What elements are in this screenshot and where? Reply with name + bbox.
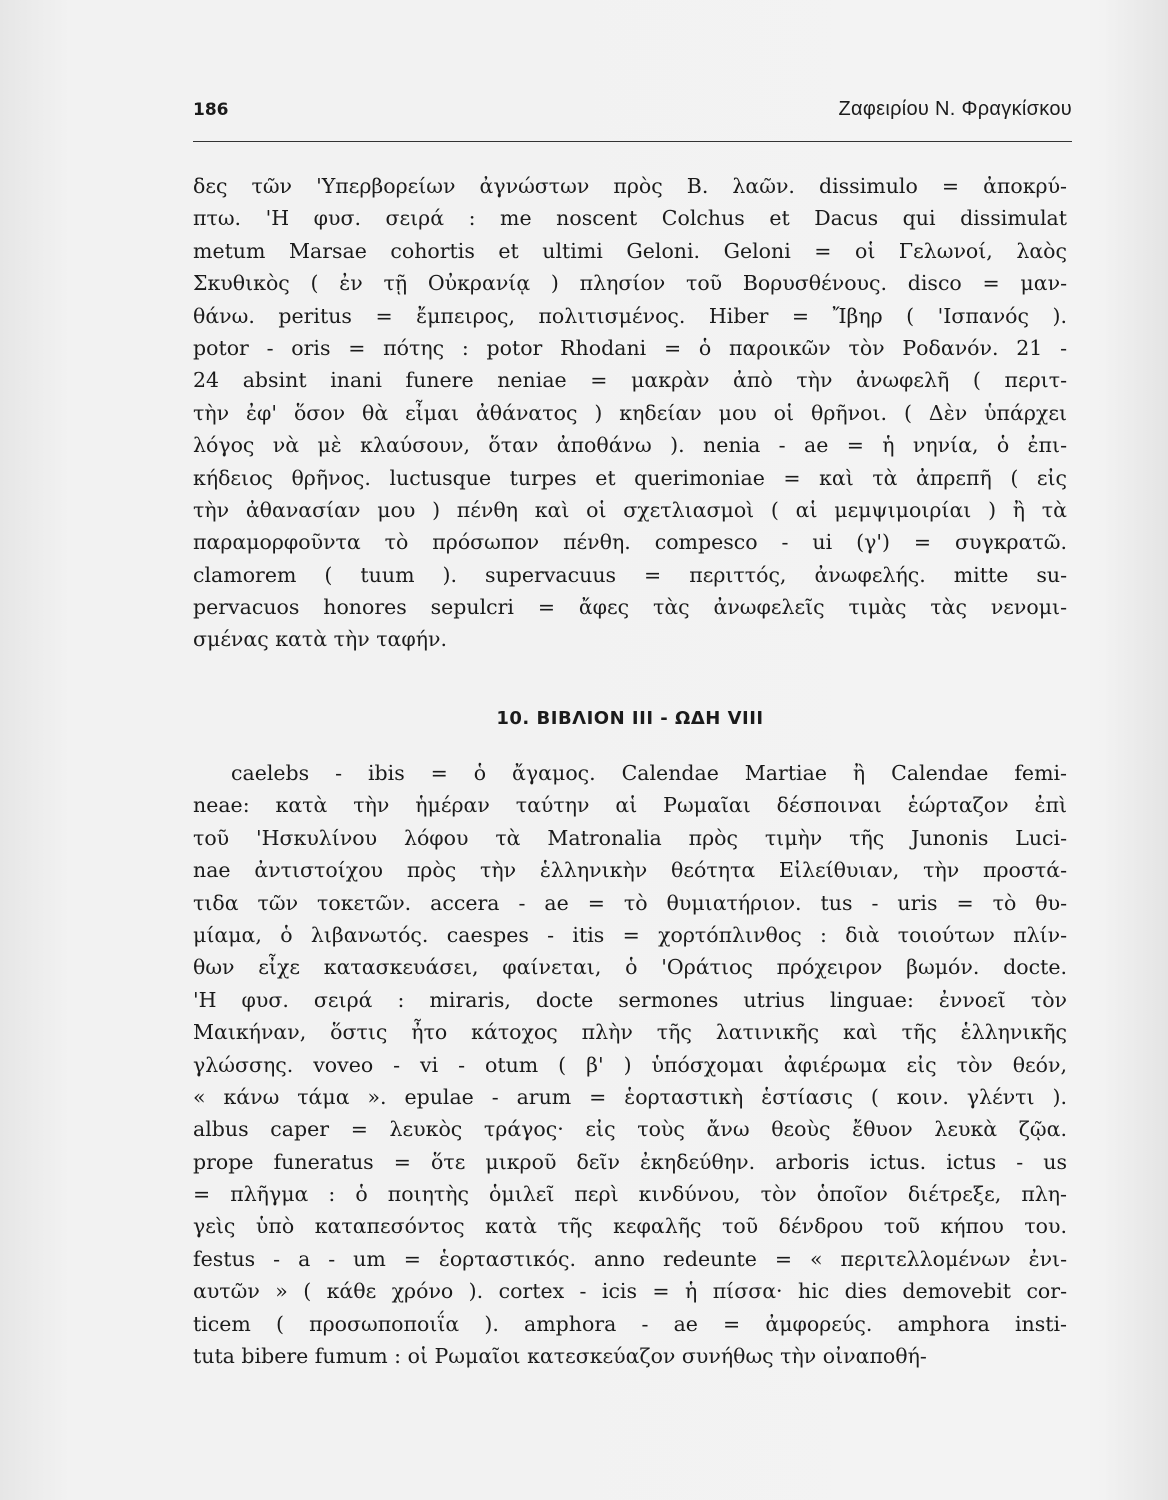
text-line: τὴν ἐφ' ὅσον θὰ εἶμαι ἀθάνατος ) κηδείαν μου οἱ θρῆνοι. ( Δὲν ὑπάρχει [193,400,1067,425]
text-line: παραμορφοῦντα τὸ πρόσωπον πένθη. compesco - ui (γ') = συγκρατῶ. [193,530,1067,555]
text-line: neae: κατὰ τὴν ἡμέραν ταύτην αἱ Ρωμαῖαι δέσποιναι ἑώρταζον ἐπὶ [193,793,1067,818]
text-line: = πλῆγμα : ὁ ποιητὴς ὁμιλεῖ περὶ κινδύνου, τὸν ὁποῖον διέτρεξε, πλη- [193,1182,1067,1207]
text-line: τὴν ἀθανασίαν μου ) πένθη καὶ οἱ σχετλιασμοὶ ( αἱ μεμψιμοιρίαι ) ἢ τὰ [193,497,1067,522]
text-line: δες τῶν 'Υπερβορείων ἀγνώστων πρὸς Β. λαῶν. dissimulo = ἀποκρύ- [193,174,1067,198]
text-line: γλώσσης. voveo - vi - otum ( β' ) ὑπόσχομαι ἀφιέρωμα εἰς τὸν θεόν, [193,1052,1067,1077]
paragraph-1 [193,170,1067,656]
text-line: albus caper = λευκὸς τράγος· εἰς τοὺς ἄνω θεοὺς ἔθυον λευκὰ ζῷα. [193,1117,1067,1142]
section-heading: 10. ΒΙΒΛΙΟΝ ΙΙΙ - ΩΔΗ VIII [496,708,764,729]
text-line: σμένας κατὰ τὴν ταφήν. [193,627,447,652]
text-line: θων εἶχε κατασκευάσει, φαίνεται, ὁ 'Οράτιος πρόχειρον βωμόν. docte. [193,955,1067,980]
text-line: potor - oris = πότης : potor Rhodani = ὁ παροικῶν τὸν Ροδανόν. 21 - [193,335,1067,360]
text-line: αυτῶν » ( κάθε χρόνο ). cortex - icis = ἡ πίσσα· hic dies demovebit cor- [193,1279,1067,1304]
page-number: 186 [193,100,229,120]
text-line: festus - a - um = ἑορταστικός. anno redeunte = « περιτελλομένων ἐνι- [193,1246,1067,1271]
text-line: clamorem ( tuum ). supervacuus = περιττός, ἀνωφελής. mitte su- [193,562,1067,587]
page-header [193,96,1072,130]
text-line: γεὶς ὑπὸ καταπεσόντος κατὰ τῆς κεφαλῆς τοῦ δένδρου τοῦ κήπου του. [193,1214,1067,1239]
text-line: 'Η φυσ. σειρά : miraris, docte sermones utrius linguae: ἐννοεῖ τὸν [193,987,1067,1012]
text-line: metum Marsae cohortis et ultimi Geloni. Geloni = οἱ Γελωνοί, λαὸς [193,238,1067,263]
text-line: τοῦ 'Ησκυλίνου λόφου τὰ Matronalia πρὸς τιμὴν τῆς Junonis Luci- [193,825,1067,850]
text-line: pervacuos honores sepulcri = ἄφες τὰς ἀνωφελεῖς τιμὰς τὰς νενομι- [193,595,1067,620]
header-rule [193,141,1072,142]
text-line: 24 absint inani funere neniae = μακρὰν ἀπὸ τὴν ἀνωφελῆ ( περιτ- [193,368,1067,393]
text-line: caelebs - ibis = ὁ ἄγαμος. Calendae Martiae ἢ Calendae femi- [231,761,1067,785]
text-line: « κάνω τάμα ». epulae - arum = ἑορταστικὴ ἑστίασις ( κοιν. γλέντι ). [193,1084,1067,1109]
text-line: λόγος νὰ μὲ κλαύσουν, ὅταν ἀποθάνω ). nenia - ae = ἡ νηνία, ὁ ἐπι- [193,433,1067,458]
text-line: tuta bibere fumum : οἱ Ρωμαῖοι κατεσκεύαζον συνήθως τὴν οἰναποθή- [193,1344,927,1369]
text-line: ticem ( προσωποποιΐα ). amphora - ae = ἀμφορεύς. amphora insti- [193,1311,1067,1336]
text-line: θάνω. peritus = ἔμπειρος, πολιτισμένος. Hiber = Ἴβηρ ( 'Ισπανός ). [193,303,1067,328]
running-head: Ζαφειρίου Ν. Φραγκίσκου [838,98,1072,120]
text-line: τιδα τῶν τοκετῶν. accera - ae = τὸ θυμιατήριον. tus - uris = τὸ θυ- [193,890,1067,915]
text-line: πτω. 'Η φυσ. σειρά : me noscent Colchus et Dacus qui dissimulat [193,206,1067,231]
text-line: Μαικήναν, ὅστις ἦτο κάτοχος πλὴν τῆς λατινικῆς καὶ τῆς ἑλληνικῆς [193,1020,1067,1045]
text-line: μίαμα, ὁ λιβανωτός. caespes - itis = χορτόπλινθος : διὰ τοιούτων πλίν- [193,922,1067,947]
text-line: nae ἀντιστοίχου πρὸς τὴν ἑλληνικὴν θεότητα Εἰλείθυιαν, τὴν προστά- [193,858,1067,883]
paragraph-2 [193,757,1067,1372]
text-line: Σκυθικὸς ( ἐν τῇ Οὐκρανίᾳ ) πλησίον τοῦ Βορυσθένους. disco = μαν- [193,271,1067,296]
text-line: prope funeratus = ὅτε μικροῦ δεῖν ἐκηδεύθην. arboris ictus. ictus - us [193,1149,1067,1174]
text-line: κήδειος θρῆνος. luctusque turpes et querimoniae = καὶ τὰ ἀπρεπῆ ( εἰς [193,465,1067,490]
